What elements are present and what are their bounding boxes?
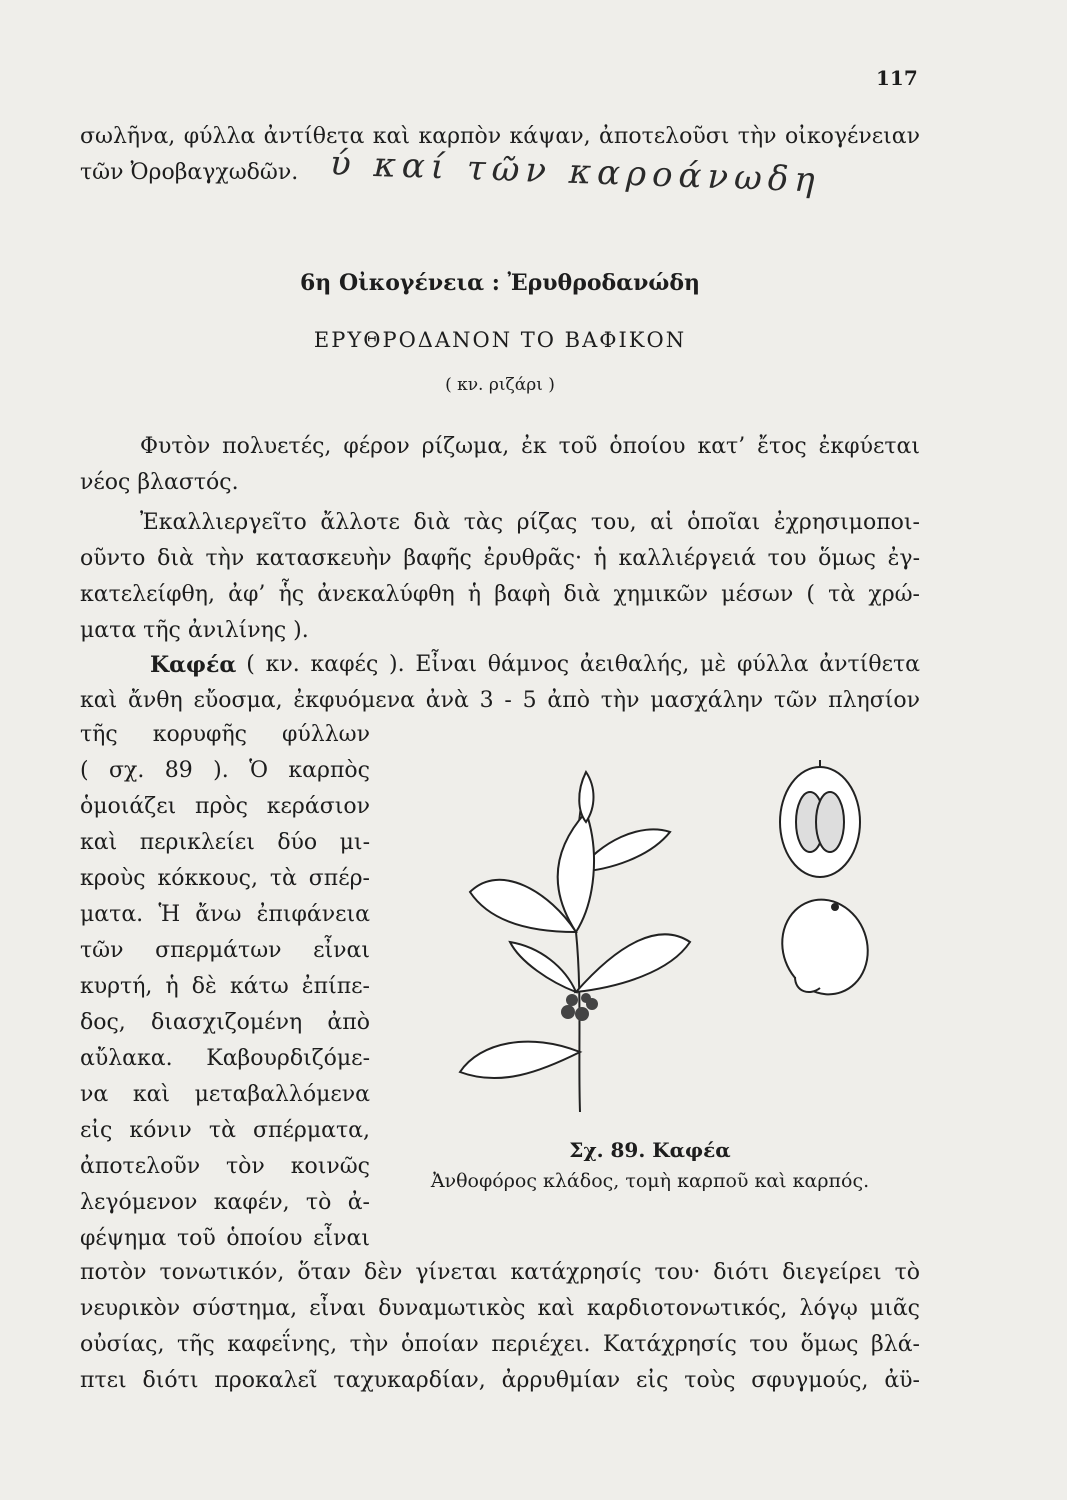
handwritten-note: ύ καί τῶν καροάνωδη — [329, 143, 822, 201]
column-line: ( σχ. 89 ). Ὁ καρπὸς — [80, 758, 370, 783]
text-line: ματα τῆς ἀνιλίνης ). — [80, 618, 309, 643]
column-line: δος, διασχιζομένη ἀπὸ — [80, 1010, 370, 1035]
text-line — [80, 650, 920, 680]
text-line: οῦντο διὰ τὴν κατασκευὴν βαφῆς ἐρυθρᾶς· ἡ καλλιέργειά του ὅμως ἐγ- — [80, 546, 920, 571]
text-line: Ἐκαλλιεργεῖτο ἄλλοτε διὰ τὰς ρίζας του, αἱ ὁποῖαι ἐχρησιμοποι- — [140, 510, 920, 535]
text-line: πτει διότι προκαλεῖ ταχυκαρδίαν, ἀρρυθμίαν εἰς τοὺς σφυγμούς, ἀϋ- — [80, 1368, 920, 1393]
column-line: εἰς κόνιν τὰ σπέρματα, — [80, 1118, 370, 1143]
column-line: αὔλακα. Καβουρδιζόμε- — [80, 1046, 370, 1071]
text-line: τῶν Ὀροβαγχωδῶν. — [80, 160, 299, 185]
column-line: τῶν σπερμάτων εἶναι — [80, 938, 370, 963]
column-line: κροὺς κόκκους, τὰ σπέρ- — [80, 866, 370, 891]
coffee-term: Καφέα — [150, 652, 237, 678]
vernacular-name: ( κν. ριζάρι ) — [445, 375, 555, 395]
column-line: κυρτή, ἡ δὲ κάτω ἐπίπε- — [80, 974, 370, 999]
column-line: λεγόμενον καφέν, τὸ ἀ- — [80, 1190, 370, 1215]
text-line: καὶ ἄνθη εὔοσμα, ἐκφυόμενα ἀνὰ 3 - 5 ἀπὸ τὴν μασχάλην τῶν πλησίον — [80, 688, 920, 713]
figure-caption-title: Σχ. 89. Καφέα — [569, 1138, 731, 1162]
text-line: ποτὸν τονωτικόν, ὅταν δὲν γίνεται κατάχρησίς του· διότι διεγείρει τὸ — [80, 1260, 920, 1285]
text-line: νέος βλαστός. — [80, 470, 239, 495]
text-line: οὐσίας, τῆς καφεΐνης, τὴν ὁποίαν περιέχει. Κατάχρησίς του ὅμως βλά- — [80, 1332, 920, 1357]
column-line: ματα. Ἡ ἄνω ἐπιφάνεια — [80, 902, 370, 927]
coffee-plant-illustration — [400, 752, 900, 1132]
text-line: Φυτὸν πολυετές, φέρον ρίζωμα, ἐκ τοῦ ὁποίου κατ’ ἔτος ἐκφύεται — [140, 434, 920, 459]
column-line: καὶ περικλείει δύο μι- — [80, 830, 370, 855]
column-line: τῆς κορυφῆς φύλλων — [80, 722, 370, 747]
species-heading: ΕΡΥΘΡΟΔΑΝΟΝ ΤΟ ΒΑΦΙΚΟΝ — [313, 328, 687, 352]
text-line: κατελείφθη, ἀφ’ ἧς ἀνεκαλύφθη ἡ βαφὴ διὰ χημικῶν μέσων ( τὰ χρώ- — [80, 582, 920, 607]
text-line: σωλῆνα, φύλλα ἀντίθετα καὶ καρπὸν κάψαν, ἀποτελοῦσι τὴν οἰκογένειαν — [80, 124, 920, 149]
page-number: 117 — [876, 66, 918, 90]
family-heading: 6η Οἰκογένεια : Ἐρυθροδανώδη — [299, 270, 701, 296]
column-line: να καὶ μεταβαλλόμενα — [80, 1082, 370, 1107]
text-span: ( κν. καφές ). Εἶναι θάμνος ἀειθαλής, μὲ φύλλα ἀντίθετα — [246, 652, 920, 677]
column-line: φέψημα τοῦ ὁποίου εἶναι — [80, 1226, 370, 1251]
column-line: ἀποτελοῦν τὸν κοινῶς — [80, 1154, 370, 1179]
column-line: ὁμοιάζει πρὸς κεράσιον — [80, 794, 370, 819]
whole-fruit — [769, 888, 881, 1007]
figure-caption-text: Ἀνθοφόρος κλάδος, τομὴ καρποῦ καὶ καρπός. — [430, 1170, 870, 1192]
text-line: νευρικὸν σύστημα, εἶναι δυναμωτικὸς καὶ καρδιοτονωτικός, λόγῳ μιᾶς — [80, 1296, 920, 1321]
coffee-leaves — [460, 772, 690, 1078]
fruit-section — [780, 760, 860, 877]
